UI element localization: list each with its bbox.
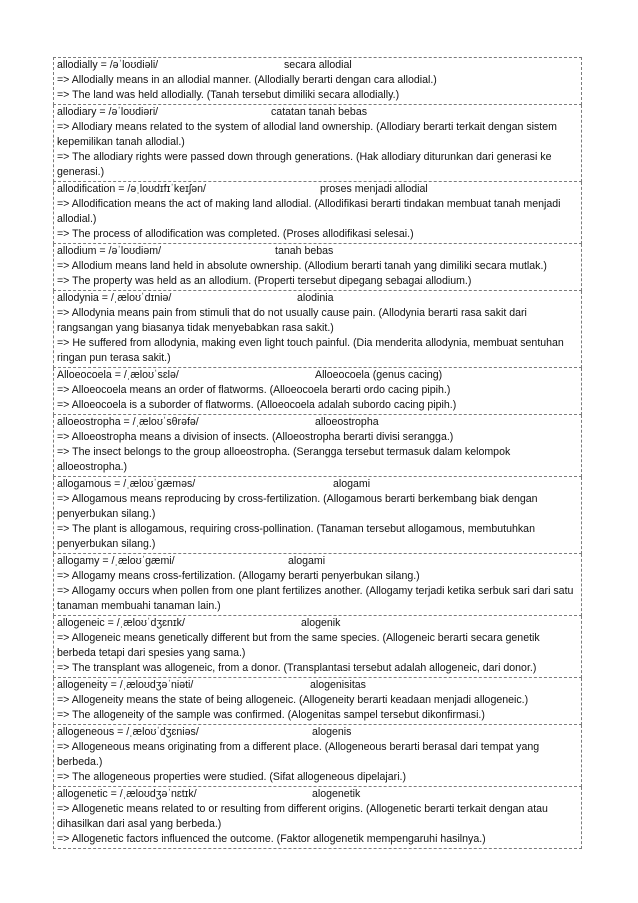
example-line: => Allogenetic factors influenced the outcome. (Faktor allogenetik mempengaruhi hasilnya.) <box>57 833 486 845</box>
headword: allogeneity = /ˌæloʊdʒəˈniəti/ <box>57 679 194 691</box>
entry <box>53 105 582 182</box>
example-line: => Alloeocoela is a suborder of flatworms. (Alloeocoela adalah subordo cacing pipih.) <box>57 399 457 411</box>
headword: allodiary = /əˈloʊdiəri/ <box>57 106 159 118</box>
example-line: => Allogamy means cross-fertilization. (Allogamy berarti penyerbukan silang.) <box>57 570 420 582</box>
example-line: => He suffered from allodynia, making even light touch painful. (Dia menderita allodynia, membuat sentuhan ringan pun terasa sakit.) <box>57 337 564 364</box>
example-line: => The property was held as an allodium. (Properti tersebut dipegang sebagai allodium.) <box>57 275 472 287</box>
example-line: => Allodiary means related to the system of allodial land ownership. (Allodiary berarti terkait dengan sistem kepemilikan tanah allodial.) <box>57 121 557 148</box>
translation: alogenisitas <box>310 679 366 691</box>
translation: alogenik <box>301 617 341 629</box>
entry <box>53 415 582 477</box>
example-line: => Allodification means the act of making land allodial. (Allodifikasi berarti tindakan membuat tanah menjadi allodial.) <box>57 198 561 225</box>
translation: catatan tanah bebas <box>271 106 368 118</box>
headword: allogeneic = /ˌæloʊˈdʒɛnɪk/ <box>57 617 185 629</box>
translation: alogenetik <box>312 788 361 800</box>
example-line: => Allogeneity means the state of being allogeneic. (Allogeneity berarti keadaan menjadi allogeneic.) <box>57 694 529 706</box>
example-line: => The allogeneous properties were studied. (Sifat allogeneous dipelajari.) <box>57 771 407 783</box>
entry <box>53 616 582 678</box>
headword: allogenetic = /ˌæloʊdʒəˈnɛtɪk/ <box>57 788 197 800</box>
headword: Alloeocoela = /ˌæloʊˈsɛlə/ <box>57 369 179 381</box>
example-line: => The allogeneity of the sample was confirmed. (Alogenitas sampel tersebut dikonfirmasi.) <box>57 709 485 721</box>
example-line: => Allogeneous means originating from a different place. (Allogeneous berarti berasal dari tempat yang berbeda.) <box>57 741 540 768</box>
translation: alogami <box>288 555 326 567</box>
headword: allodially = /əˈloʊdiəli/ <box>57 59 159 71</box>
translation: tanah bebas <box>275 245 334 257</box>
translation: alodinia <box>297 292 334 304</box>
translation: alogenis <box>312 726 352 738</box>
entry <box>53 477 582 554</box>
translation: alloeostropha <box>315 416 379 428</box>
translation: Alloeocoela (genus cacing) <box>315 369 443 381</box>
example-line: => The process of allodification was completed. (Proses allodifikasi selesai.) <box>57 228 414 240</box>
headword: allogamy = /ˌæloʊˈɡæmi/ <box>57 555 175 567</box>
entry <box>53 368 582 415</box>
entry <box>53 554 582 616</box>
example-line: => Allogamy occurs when pollen from one plant fertilizes another. (Allogamy terjadi ketika serbuk sari dari satu tanaman membuahi tanaman lain.) <box>57 585 574 612</box>
example-line: => Alloeocoela means an order of flatworms. (Alloeocoela berarti ordo cacing pipih.) <box>57 384 451 396</box>
example-line: => Allodynia means pain from stimuli that do not usually cause pain. (Allodynia berarti rasa sakit dari rangsangan yang biasanya tidak menyebabkan rasa sakit.) <box>57 307 527 334</box>
example-line: => Allodially means in an allodial manner. (Allodially berarti dengan cara allodial.) <box>57 74 437 86</box>
example-line: => Allogenetic means related to or resulting from different origins. (Allogenetic berarti terkait dengan atau dihasilkan dari asal yang berbeda.) <box>57 803 548 830</box>
example-line: => The allodiary rights were passed down through generations. (Hak allodiary diturunkan dari generasi ke generasi.) <box>57 151 552 178</box>
example-line: => Alloeostropha means a division of insects. (Alloeostropha berarti divisi serangga.) <box>57 431 454 443</box>
headword: allogeneous = /ˌæloʊˈdʒɛniəs/ <box>57 726 199 738</box>
headword: allodification = /əˌloʊdɪfɪˈkeɪʃən/ <box>57 183 206 195</box>
example-line: => The plant is allogamous, requiring cross-pollination. (Tanaman tersebut allogamous, membutuhkan penyerbukan silang.) <box>57 523 535 550</box>
headword: alloeostropha = /ˌæloʊˈsθrəfə/ <box>57 416 199 428</box>
translation: secara allodial <box>284 59 352 71</box>
translation: alogami <box>333 478 371 490</box>
headword: allodynia = /ˌæloʊˈdɪniə/ <box>57 292 172 304</box>
entry <box>53 244 582 291</box>
example-line: => Allodium means land held in absolute ownership. (Allodium berarti tanah yang dimiliki secara mutlak.) <box>57 260 547 272</box>
entry <box>53 678 582 725</box>
example-line: => The land was held allodially. (Tanah tersebut dimiliki secara allodially.) <box>57 89 400 101</box>
entry <box>53 787 582 849</box>
entry <box>53 291 582 368</box>
entry <box>53 182 582 244</box>
example-line: => Allogeneic means genetically different but from the same species. (Allogeneic berarti secara genetik berbeda tetapi dari spesies yang sama.) <box>57 632 540 659</box>
dictionary-page <box>53 57 582 849</box>
entry <box>53 725 582 787</box>
headword: allodium = /əˈloʊdiəm/ <box>57 245 162 257</box>
example-line: => Allogamous means reproducing by cross-fertilization. (Allogamous berarti berkembang biak dengan penyerbukan silang.) <box>57 493 538 520</box>
example-line: => The insect belongs to the group alloeostropha. (Serangga tersebut termasuk dalam kelompok alloeostropha.) <box>57 446 511 473</box>
example-line: => The transplant was allogeneic, from a donor. (Transplantasi tersebut adalah allogeneic, dari donor.) <box>57 662 537 674</box>
translation: proses menjadi allodial <box>320 183 428 195</box>
entry <box>53 57 582 105</box>
headword: allogamous = /ˌæloʊˈɡæməs/ <box>57 478 196 490</box>
